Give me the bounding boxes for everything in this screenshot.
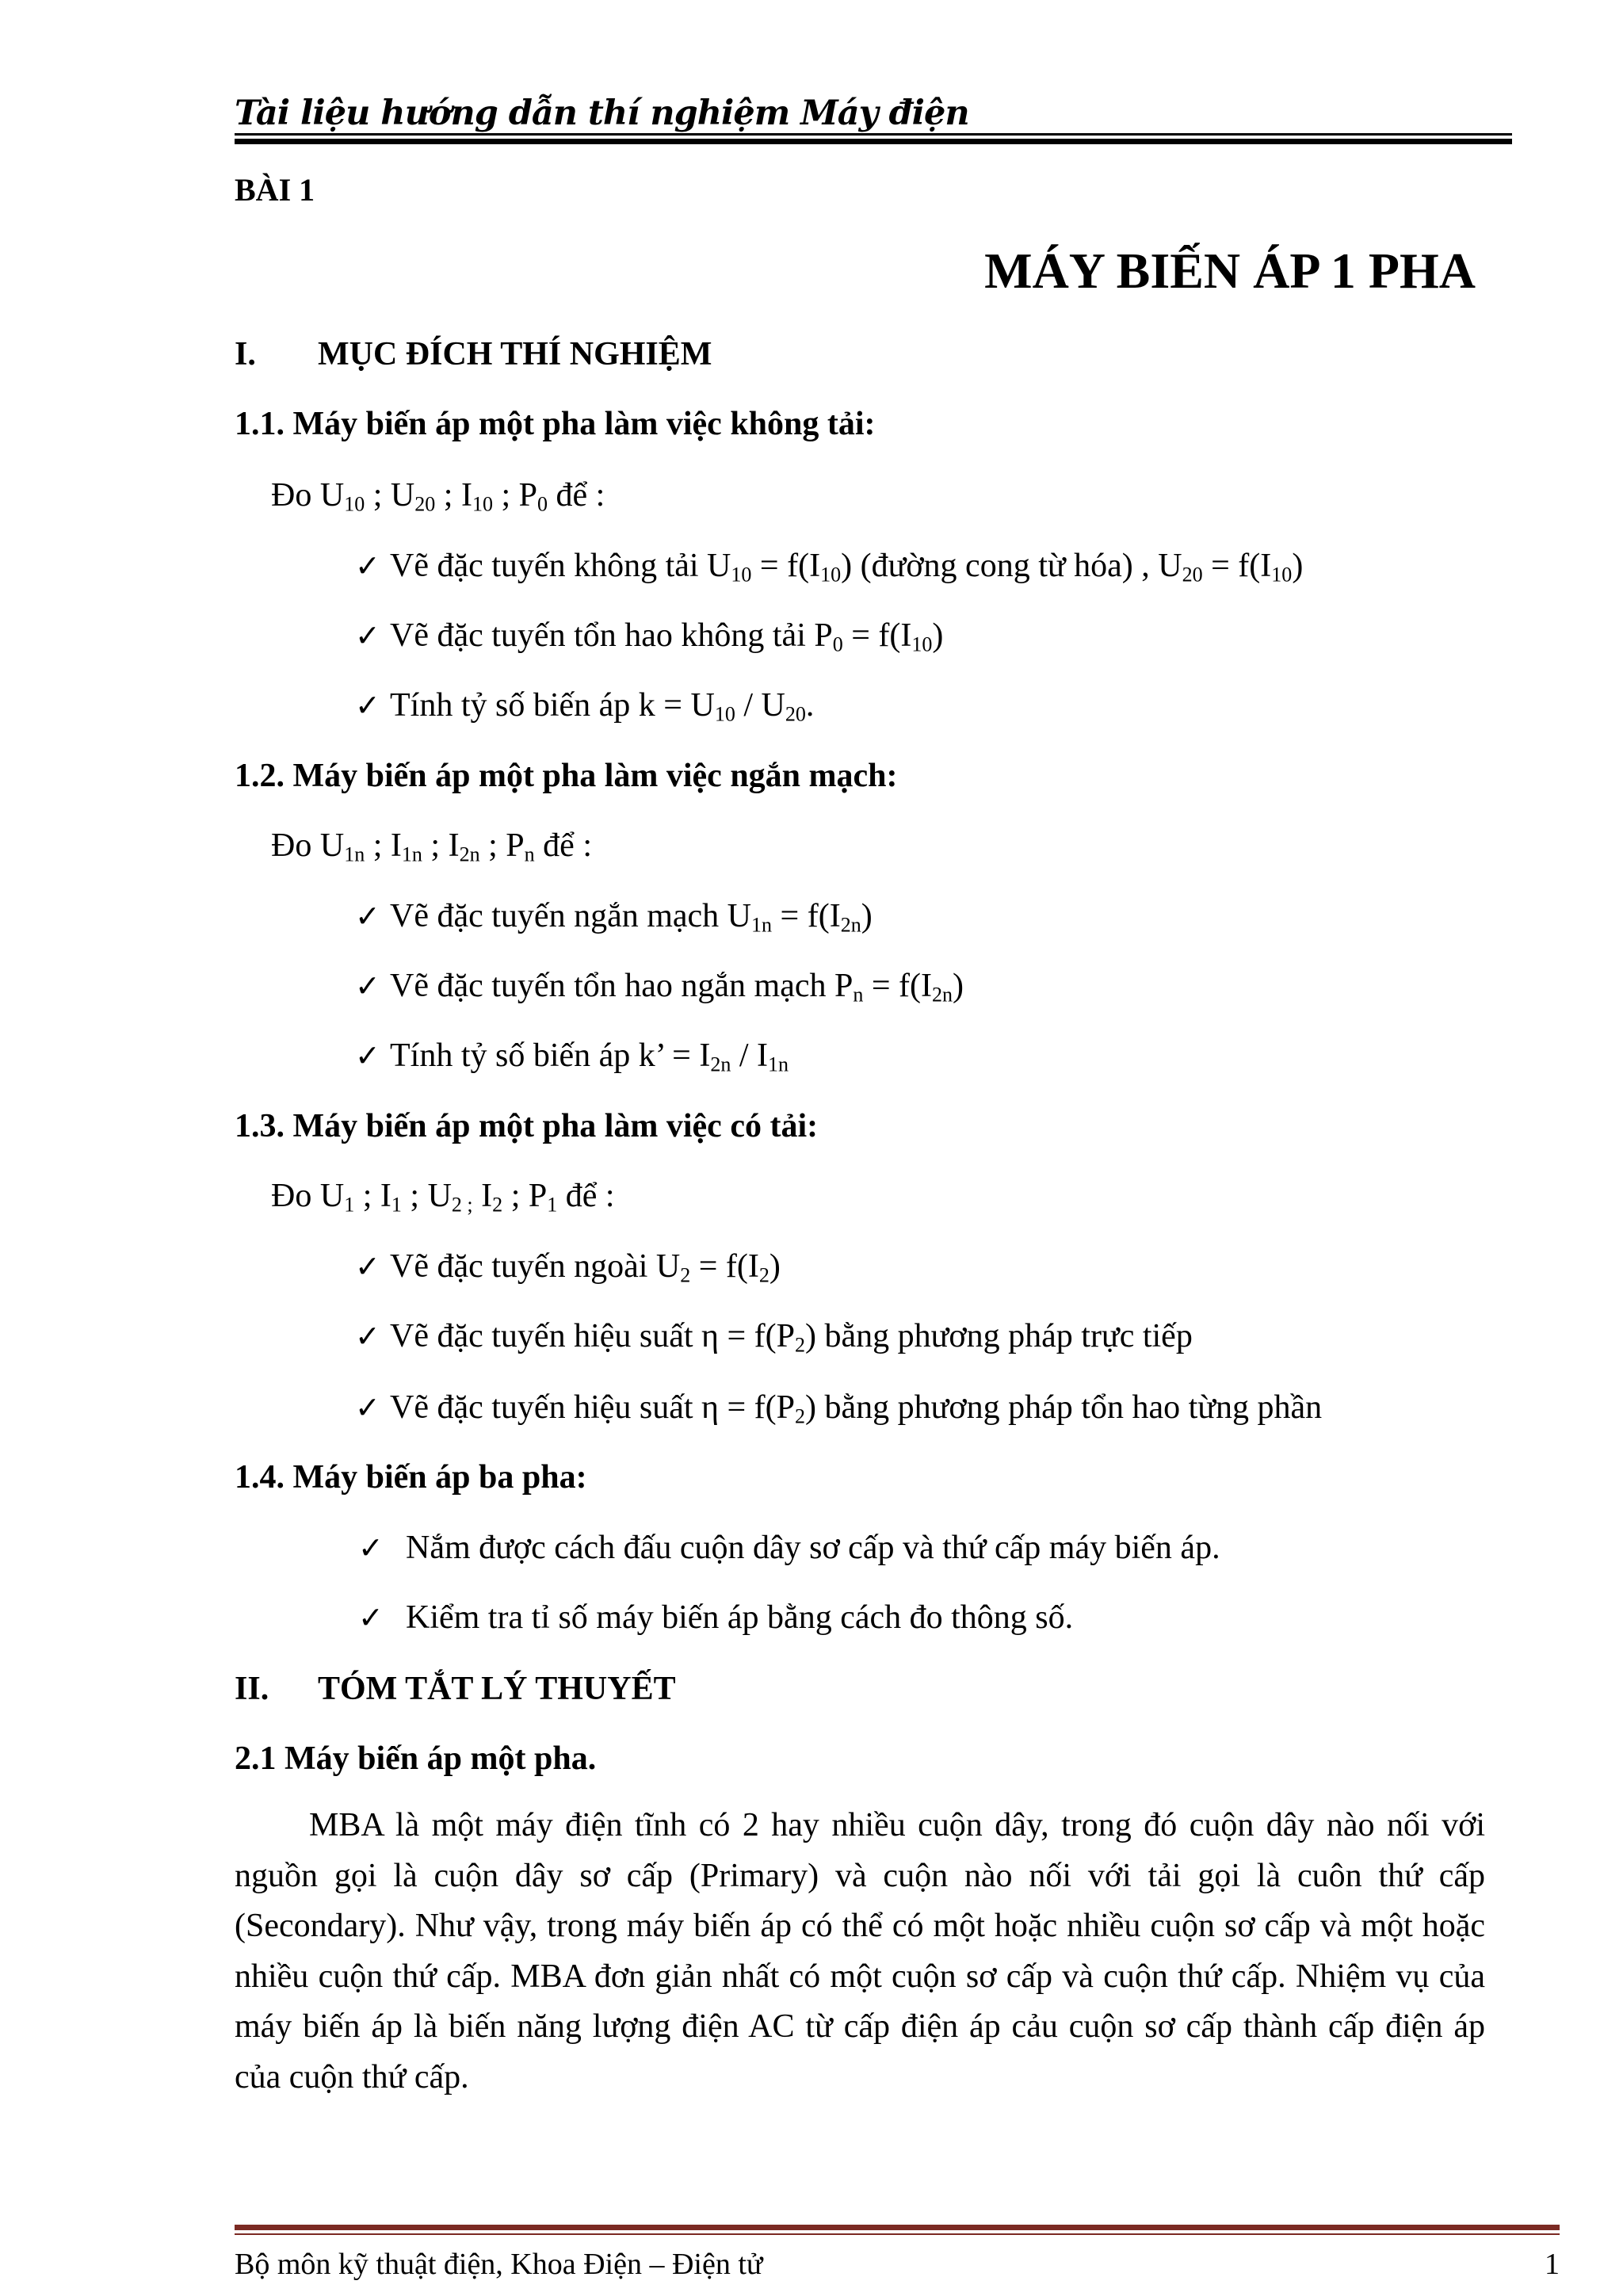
bullet-item: ✓ Vẽ đặc tuyến tổn hao ngắn mạch $P_n = f(I_{2n})$ <box>355 968 964 1007</box>
footer-rule-thin <box>235 2233 1560 2235</box>
page-number: 1 <box>1545 2248 1560 2281</box>
bullet-item: ✓ Vẽ đặc tuyến hiệu suất $\eta = f(P_2)$ bằng phương pháp trực tiếp <box>355 1318 1193 1357</box>
page-title: MÁY BIẾN ÁP 1 PHA <box>984 243 1476 299</box>
lesson-label: BÀI 1 <box>235 172 315 208</box>
measure-line-1-1: Đo $U_{10}$ ; $U_{20}$ ; $I_{10}$ ; $P_0$ để : <box>271 477 605 516</box>
header-rule-thin <box>235 133 1512 136</box>
checkmark-icon: ✓ <box>355 1390 380 1425</box>
checkmark-icon: ✓ <box>358 1530 384 1565</box>
section-title: TÓM TẮT LÝ THUYẾT <box>318 1671 676 1707</box>
bullet-item: ✓ Tính tỷ số biến áp k’ = $I_{2n} / I_{1n}$ <box>355 1037 789 1076</box>
section-heading-1 <box>235 335 712 373</box>
subsection-heading-1-3: 1.3. Máy biến áp một pha làm việc có tải: <box>235 1108 819 1144</box>
bullet-item: ✓ Vẽ đặc tuyến ngắn mạch $U_{1n} = f(I_{2n})$ <box>355 898 873 937</box>
bullet-item: ✓ Vẽ đặc tuyến không tải $U_{10} = f(I_{10})$ (đường cong từ hóa) , $U_{20} = f(I_{10})$ <box>355 548 1304 586</box>
bullet-item: ✓ Nắm được cách đấu cuộn dây sơ cấp và thứ cấp máy biến áp. <box>358 1530 1220 1566</box>
subsection-heading-2-1: 2.1 Máy biến áp một pha. <box>235 1740 597 1777</box>
body-paragraph: MBA là một máy điện tĩnh có 2 hay nhiều cuộn dây, trong đó cuộn dây nào nối với nguồn gọi là cuộn dây sơ cấp (Primary) và cuộn nào nối với tải gọi là cuôn thứ cấp (Secondary). Như vậy, trong máy biến áp có thể có một hoặc nhiều cuộn sơ cấp và một hoặc nhiều cuộn thứ cấp. MBA đơn giản nhất có một cuộn sơ cấp và cuộn thứ cấp. Nhiệm vụ của máy biến áp là biến năng lượng điện AC từ cấp điện áp cảu cuộn sơ cấp thành cấp điện áp của cuộn thứ cấp. <box>235 1807 1485 2095</box>
section-number: II. <box>235 1671 269 1707</box>
footer-rule-thick <box>235 2225 1560 2230</box>
checkmark-icon: ✓ <box>355 1249 380 1284</box>
checkmark-icon: ✓ <box>355 688 380 723</box>
section-title: MỤC ĐÍCH THÍ NGHIỆM <box>318 336 712 372</box>
checkmark-icon: ✓ <box>358 1600 384 1635</box>
page-footer: Bộ môn kỹ thuật điện, Khoa Điện – Điện tử <box>235 2248 763 2281</box>
subsection-heading-1-2: 1.2. Máy biến áp một pha làm việc ngắn mạch: <box>235 758 898 794</box>
bullet-item: ✓ Tính tỷ số biến áp $k = U_{10} / U_{20}$. <box>355 687 815 726</box>
bullet-item: ✓ Kiểm tra tỉ số máy biến áp bằng cách đo thông số. <box>358 1599 1074 1636</box>
bullet-item: ✓ Vẽ đặc tuyến ngoài $U_2 = f(I_2)$ <box>355 1248 781 1287</box>
bullet-item: ✓ Vẽ đặc tuyến hiệu suất $\eta = f(P_2)$ bằng phương pháp tổn hao từng phần <box>355 1389 1323 1428</box>
section-heading-2 <box>235 1670 676 1708</box>
measure-line-1-2: Đo $U_{1n}$ ; $I_{1n}$ ; $I_{2n}$ ; $P_n$ để : <box>271 827 592 866</box>
checkmark-icon: ✓ <box>355 1038 380 1073</box>
measure-line-1-3: Đo $U_1$ ; $I_1$ ; $U_{2 ;}$ $I_2$ ; $P_1$ để : <box>271 1178 615 1217</box>
page-header: Tài liệu hướng dẫn thí nghiệm Máy điện <box>235 94 969 133</box>
section-number: I. <box>235 336 256 372</box>
subsection-heading-1-1: 1.1. Máy biến áp một pha làm việc không tải: <box>235 406 876 442</box>
checkmark-icon: ✓ <box>355 899 380 934</box>
checkmark-icon: ✓ <box>355 1319 380 1354</box>
checkmark-icon: ✓ <box>355 968 380 1003</box>
checkmark-icon: ✓ <box>355 618 380 653</box>
header-rule-thick <box>235 139 1512 144</box>
checkmark-icon: ✓ <box>355 548 380 583</box>
subsection-heading-1-4: 1.4. Máy biến áp ba pha: <box>235 1459 587 1496</box>
bullet-item: ✓ Vẽ đặc tuyến tổn hao không tải $P_0 = f(I_{10})$ <box>355 617 944 656</box>
